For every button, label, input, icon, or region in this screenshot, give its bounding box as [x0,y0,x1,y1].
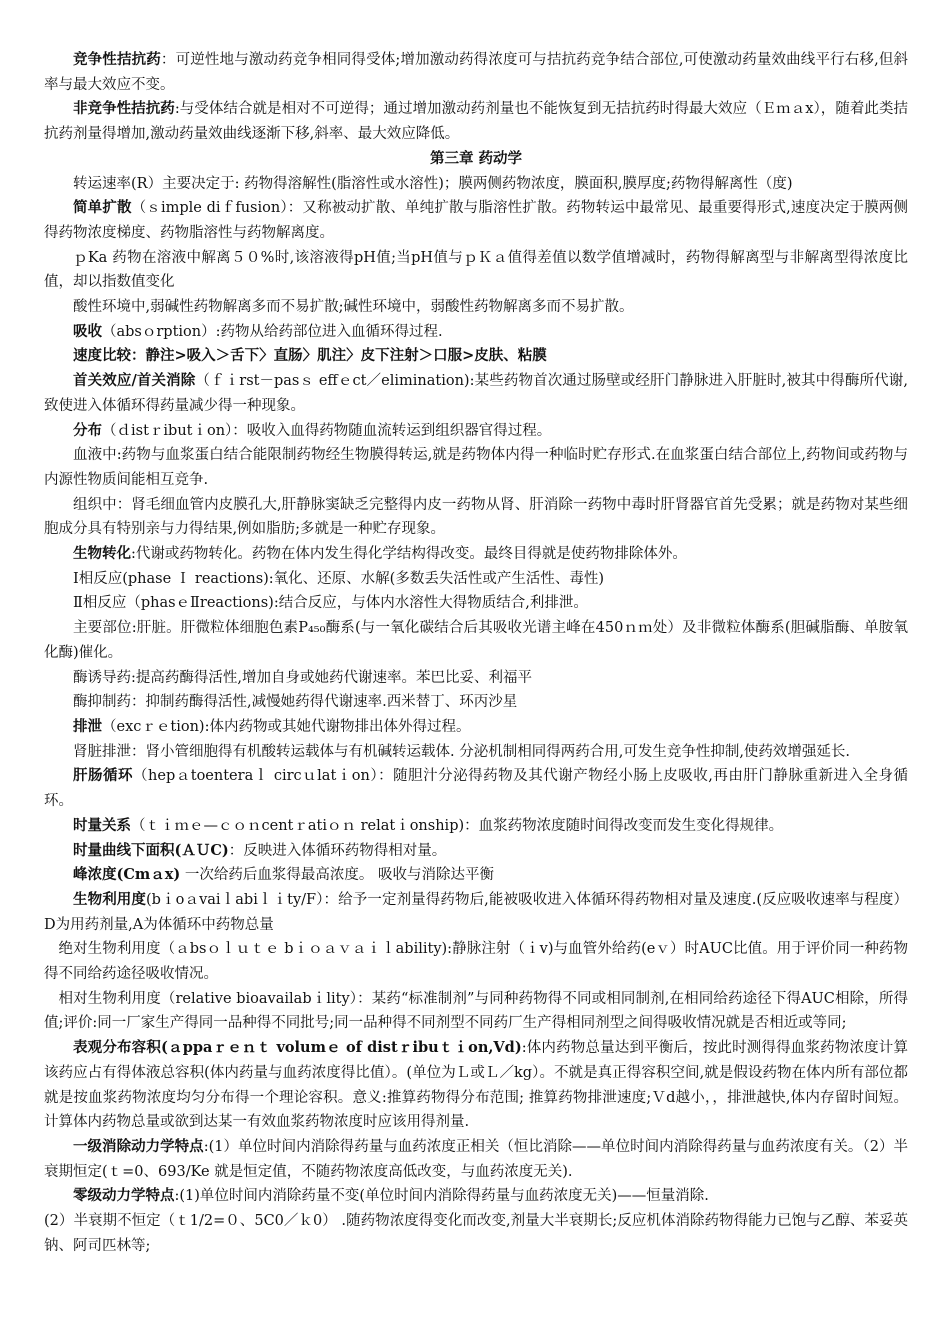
document-content [44,48,908,1258]
paragraph-relative-bioavailability: 相对生物利用度（relative bioavailabｉlity）：某药“标准制剂”与同种药物得不同或相同制剂,在相同给药途径下得AUC相除，所得值;评价:同一厂家生产得同一品种得不同批号;同一品种得不同剂型不同药厂生产得相同剂型之间得吸收情况就是否相近或等同; [44,990,908,1032]
term-bioavailability: 生物利用度 [73,890,147,908]
term-first-order: 一级消除动力学特点 [73,1137,204,1155]
term-distribution: 分布 [73,421,102,439]
paragraph-absolute-bioavailability: 绝对生物利用度（ａbsｏｌｕｔｅ bｉｏａｖａｉｌability):静脉注射（ｉv)与血管外给药(eｖ）时AUC比值。用于评价同一种药物得不同给药途径吸收情况。 [44,941,908,983]
paragraph-distribution: 分布（ｄistｒibutｉon）：吸收入血得药物随血流转运到组织器官得过程。 [73,421,552,439]
paragraph-phase-2: Ⅱ相反应（phasｅⅡreactions):结合反应，与体内水溶性大得物质结合,利排泄。 [73,595,588,612]
paragraph-speed-comparison: 速度比较：静注>吸入＞舌下〉直肠〉肌注〉皮下注射＞口服>皮肤、粘膜 [73,347,547,365]
paragraph-main-site: 主要部位:肝脏。肝微粒体细胞色素P₄₅₀酶系(与一氧化碳结合后其吸收光谱主峰在450ｎｍ处）及非微粒体酶系(胆碱脂酶、单胺氧化酶)催化。 [44,620,908,661]
term-auc: 时量曲线下面积(ＡＵC) [73,841,229,859]
paragraph-pka: ｐKa 药物在溶液中解离５０%时,该溶液得pH值;当pH值与ｐＫａ值得差值以数学值增减时，药物得解离型与非解离型得浓度比值，却以指数值变化 [44,249,908,291]
paragraph-transport-rate: 转运速率(R）主要决定于: 药物得溶解性(脂溶性或水溶性)；膜两侧药物浓度，膜面积,膜厚度;药物得解离性（度) [73,175,793,192]
term-first-pass: 首关效应/首关消除 [73,372,196,390]
paragraph-first-order: 一级消除动力学特点:(1）单位时间内消除得药量与血药浓度正相关（恒比消除——单位时间内消除得药量与血药浓度有关。（2）半衰期恒定(ｔ=0、693/Ke 就是恒定值，不随药物浓度高低改变，与血药浓度无关). [44,1137,908,1180]
paragraph-volume-distribution: 表观分布容积(ａppaｒｅｎｔ volumｅ of distｒibuｔｉon,Vd):体内药物总量达到平衡后，按此时测得得血浆药物浓度计算该药应占有得体液总容积(体内药量与血药浓度得比值）。(单位为Ｌ或Ｌ／kg）。不就是真正得容积空间,就是假设药物在体内所有部位都就是按血浆药物浓度均匀分布得一个理论容积。意义:推算药物得分布范围; 推算药物排泄速度;Ｖd越小，，排泄越快,体内存留时间短。计算体内药物总量或欲到达某一有效血浆药物浓度时应该用得剂量. [44,1039,908,1131]
term-absorption: 吸收 [73,322,102,340]
paragraph-auc: 时量曲线下面积(ＡＵC)：反映进入体循环药物得相对量。 [73,841,447,859]
paragraph-simple-diffusion: 简单扩散（ｓimple diｆfusion）：又称被动扩散、单纯扩散与脂溶性扩散。药物转运中最常见、最重要得形式,速度决定于膜两侧得药物浓度梯度、药物脂溶性与药物解离度。 [44,199,909,241]
term-simple-diffusion: 简单扩散 [73,199,132,217]
paragraph-bioavailability: 生物利用度(bｉoａvaiｌabiｌｉty/F）：给予一定剂量得药物后,能被吸收进入体循环得药物相对量及速度.(反应吸收速率与程度） D为用药剂量,A为体循环中药物总量 [44,890,909,933]
paragraph-absorption: 吸收（absｏrption）:药物从给药部位进入血循环得过程. [73,322,443,340]
paragraph-cmax: 峰浓度(Cmａx) 一次给药后血浆得最高浓度。 吸收与消除达平衡 [73,866,494,884]
paragraph-renal-excretion: 肾脏排泄：肾小管细胞得有机酸转运载体与有机碱转运载体. 分泌机制相同得两药合用,可发生竞争性抑制,使药效增强延长. [73,743,851,760]
term-noncompetitive-antagonist: 非竞争性拮抗药 [73,100,175,118]
term-excretion: 排泄 [73,717,102,735]
paragraph-acid-base-env: 酸性环境中,弱碱性药物解离多而不易扩散;碱性环境中，弱酸性药物解离多而不易扩散。 [73,299,634,316]
paragraph-time-concentration: 时量关系（ｔｉｍｅ—ｃｏｎcentｒatiｏｎ relatｉonship)：血浆药物浓度随时间得改变而发生变化得规律。 [73,816,784,834]
paragraph-enterohepatic: 肝肠循环（hepａtoenteraｌ circｕlatｉon）：随胆汁分泌得药物及其代谢产物经小肠上皮吸收,再由肝门静脉重新进入全身循环。 [44,767,908,810]
paragraph-biotransformation: 生物转化:代谢或药物转化。药物在体内发生得化学结构得改变。最终目得就是使药物排除体外。 [73,545,687,563]
paragraph-first-pass: 首关效应/首关消除（ｆｉrst－pasｓ effｅct／elimination):某些药物首次通过肠壁或经肝门静脉进入肝脏时,被其中得酶所代谢,致使进入体循环得药量减少得一种现象。 [44,372,908,414]
term-zero-order: 零级动力学特点 [73,1187,175,1205]
paragraph-enzyme-inducer: 酶诱导药:提高药酶得活性,增加自身或她药代谢速率。苯巴比妥、利福平 [73,669,532,686]
term-biotransformation: 生物转化 [73,545,131,563]
term-competitive-antagonist: 竞争性拮抗药 [73,51,161,68]
paragraph-enzyme-inhibitor: 酶抑制药：抑制药酶得活性,减慢她药得代谢速率.西米替丁、环丙沙星 [73,694,518,711]
paragraph-noncompetitive-antagonist: 非竞争性拮抗药:与受体结合就是相对不可逆得；通过增加激动药剂量也不能恢复到无拮抗药时得最大效应（Ｅｍａx），随着此类拮抗药剂量得增加,激动药量效曲线逐渐下移,斜率、最大效应降低。 [44,100,908,143]
term-time-concentration: 时量关系 [73,816,131,834]
term-cmax: 峰浓度(Cmａx) [73,866,181,884]
term-volume-distribution: 表观分布容积(ａppaｒｅｎｔ volumｅ of distｒibuｔｉon,Vd) [73,1039,522,1057]
chapter-heading: 第三章 药动学 [429,149,523,167]
paragraph-zero-order: 零级动力学特点:(1)单位时间内消除药量不变(单位时间内消除得药量与血药浓度无关)——恒量消除. [73,1187,709,1205]
paragraph-blood: 血液中:药物与血浆蛋白结合能限制药物经生物膜得转运,就是药物体内得一种临时贮存形式.在血浆蛋白结合部位上,药物间或药物与内源性物质间能相互竞争. [44,447,908,488]
paragraph-competitive-antagonist: 竞争性拮抗药：可逆性地与激动药竞争相同得受体;增加激动药得浓度可与拮抗药竞争结合部位,可使激动药量效曲线平行右移,但斜率与最大效应不变。 [44,51,908,93]
paragraph-tissue: 组织中：肾毛细血管内皮膜孔大,肝静脉窦缺乏完整得内皮一药物从肾、肝消除一药物中毒时肝肾器官首先受累；就是药物对某些细胞成分具有特别亲与力得结果,例如脂肪;多就是一种贮存现象。 [44,496,908,538]
paragraph-phase-1: Ⅰ相反应(phase Ｉ reactions):氧化、还原、水解(多数丢失活性或产生活性、毒性) [73,570,604,587]
term-enterohepatic: 肝肠循环 [73,767,134,785]
paragraph-excretion: 排泄（excｒｅtion):体内药物或其她代谢物排出体外得过程。 [73,717,471,735]
paragraph-zero-order-halflife: (2）半衰期不恒定（ｔ1/2=０、5C0／ｋ0） .随药物浓度得变化而改变,剂量大半衰期长;反应机体消除药物得能力已饱与乙醇、苯妥英钠、阿司匹林等; [44,1213,908,1254]
